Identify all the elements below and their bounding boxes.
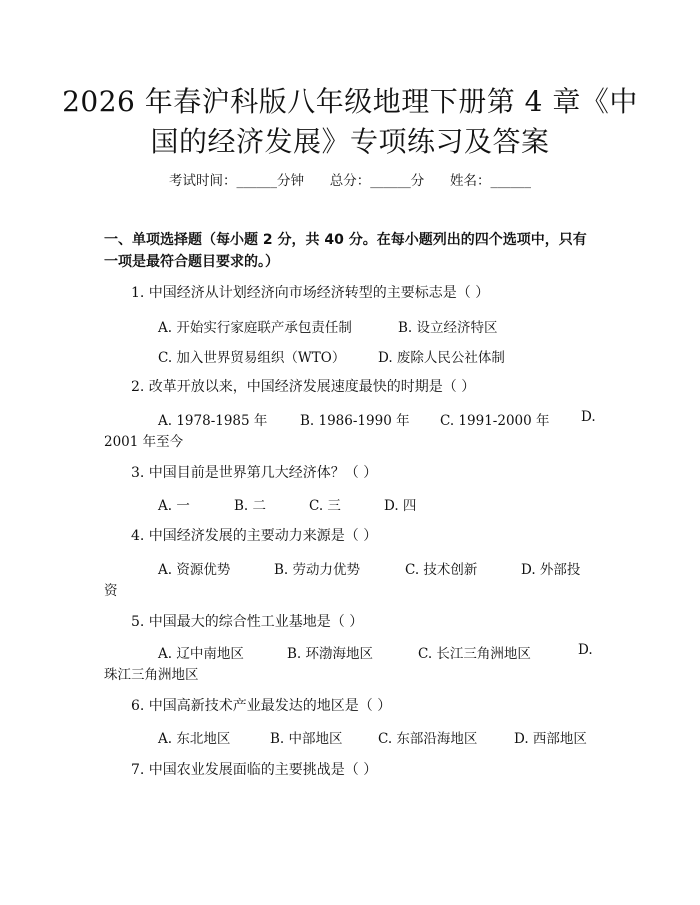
q5-option-a: A. 辽中南地区 bbox=[158, 646, 244, 662]
q4-option-b: B. 劳动力优势 bbox=[274, 562, 361, 578]
title-line-1: 2026 年春沪科版八年级地理下册第 4 章《中 bbox=[62, 85, 638, 118]
q3-option-d: D. 四 bbox=[384, 498, 417, 514]
question-2-stem: 2. 改革开放以来，中国经济发展速度最快的时期是（ ） bbox=[131, 379, 476, 395]
q4-option-d-continued: 资 bbox=[104, 583, 118, 599]
question-6-stem: 6. 中国高新技术产业最发达的地区是（ ） bbox=[131, 698, 392, 714]
q2-option-c: C. 1991-2000 年 bbox=[440, 413, 550, 429]
q5-option-b: B. 环渤海地区 bbox=[287, 646, 374, 662]
q4-option-a: A. 资源优势 bbox=[158, 562, 231, 578]
q2-option-a: A. 1978-1985 年 bbox=[158, 413, 268, 429]
question-7-stem: 7. 中国农业发展面临的主要挑战是（ ） bbox=[131, 762, 378, 778]
q5-option-c: C. 长江三角洲地区 bbox=[418, 646, 531, 662]
question-4-stem: 4. 中国经济发展的主要动力来源是（ ） bbox=[131, 528, 378, 544]
section-heading: 一、单项选择题（每小题 2 分，共 40 分。在每小题列出的四个选项中，只有一项是最符合题目要求的。） bbox=[104, 232, 587, 270]
question-3-stem: 3. 中国目前是世界第几大经济体？（ ） bbox=[131, 465, 378, 481]
question-1-stem: 1. 中国经济从计划经济向市场经济转型的主要标志是（ ） bbox=[131, 285, 490, 301]
q1-option-d: D. 废除人民公社体制 bbox=[378, 350, 505, 366]
q6-option-a: A. 东北地区 bbox=[158, 731, 231, 747]
q1-option-a: A. 开始实行家庭联产承包责任制 bbox=[158, 320, 352, 336]
q3-option-a: A. 一 bbox=[158, 498, 190, 514]
q5-option-d: D. bbox=[578, 642, 593, 658]
document-title bbox=[60, 82, 640, 162]
q2-option-d: D. bbox=[581, 409, 596, 425]
q3-option-b: B. 二 bbox=[234, 498, 267, 514]
question-5-stem: 5. 中国最大的综合性工业基地是（ ） bbox=[131, 614, 364, 630]
q6-option-b: B. 中部地区 bbox=[270, 731, 343, 747]
title-line-2: 国的经济发展》专项练习及答案 bbox=[150, 125, 550, 158]
q6-option-c: C. 东部沿海地区 bbox=[378, 731, 478, 747]
q4-option-c: C. 技术创新 bbox=[405, 562, 478, 578]
q6-option-d: D. 西部地区 bbox=[514, 731, 587, 747]
q3-option-c: C. 三 bbox=[309, 498, 341, 514]
q4-option-d: D. 外部投 bbox=[521, 562, 581, 578]
exam-info-line: 考试时间：______分钟 总分：______分 姓名：______ bbox=[169, 173, 531, 189]
q2-option-b: B. 1986-1990 年 bbox=[300, 413, 410, 429]
q1-option-c: C. 加入世界贸易组织（WTO） bbox=[158, 350, 346, 366]
q2-option-d-continued: 2001 年至今 bbox=[104, 434, 184, 450]
q1-option-b: B. 设立经济特区 bbox=[398, 320, 498, 336]
q5-option-d-continued: 珠江三角洲地区 bbox=[104, 667, 199, 683]
